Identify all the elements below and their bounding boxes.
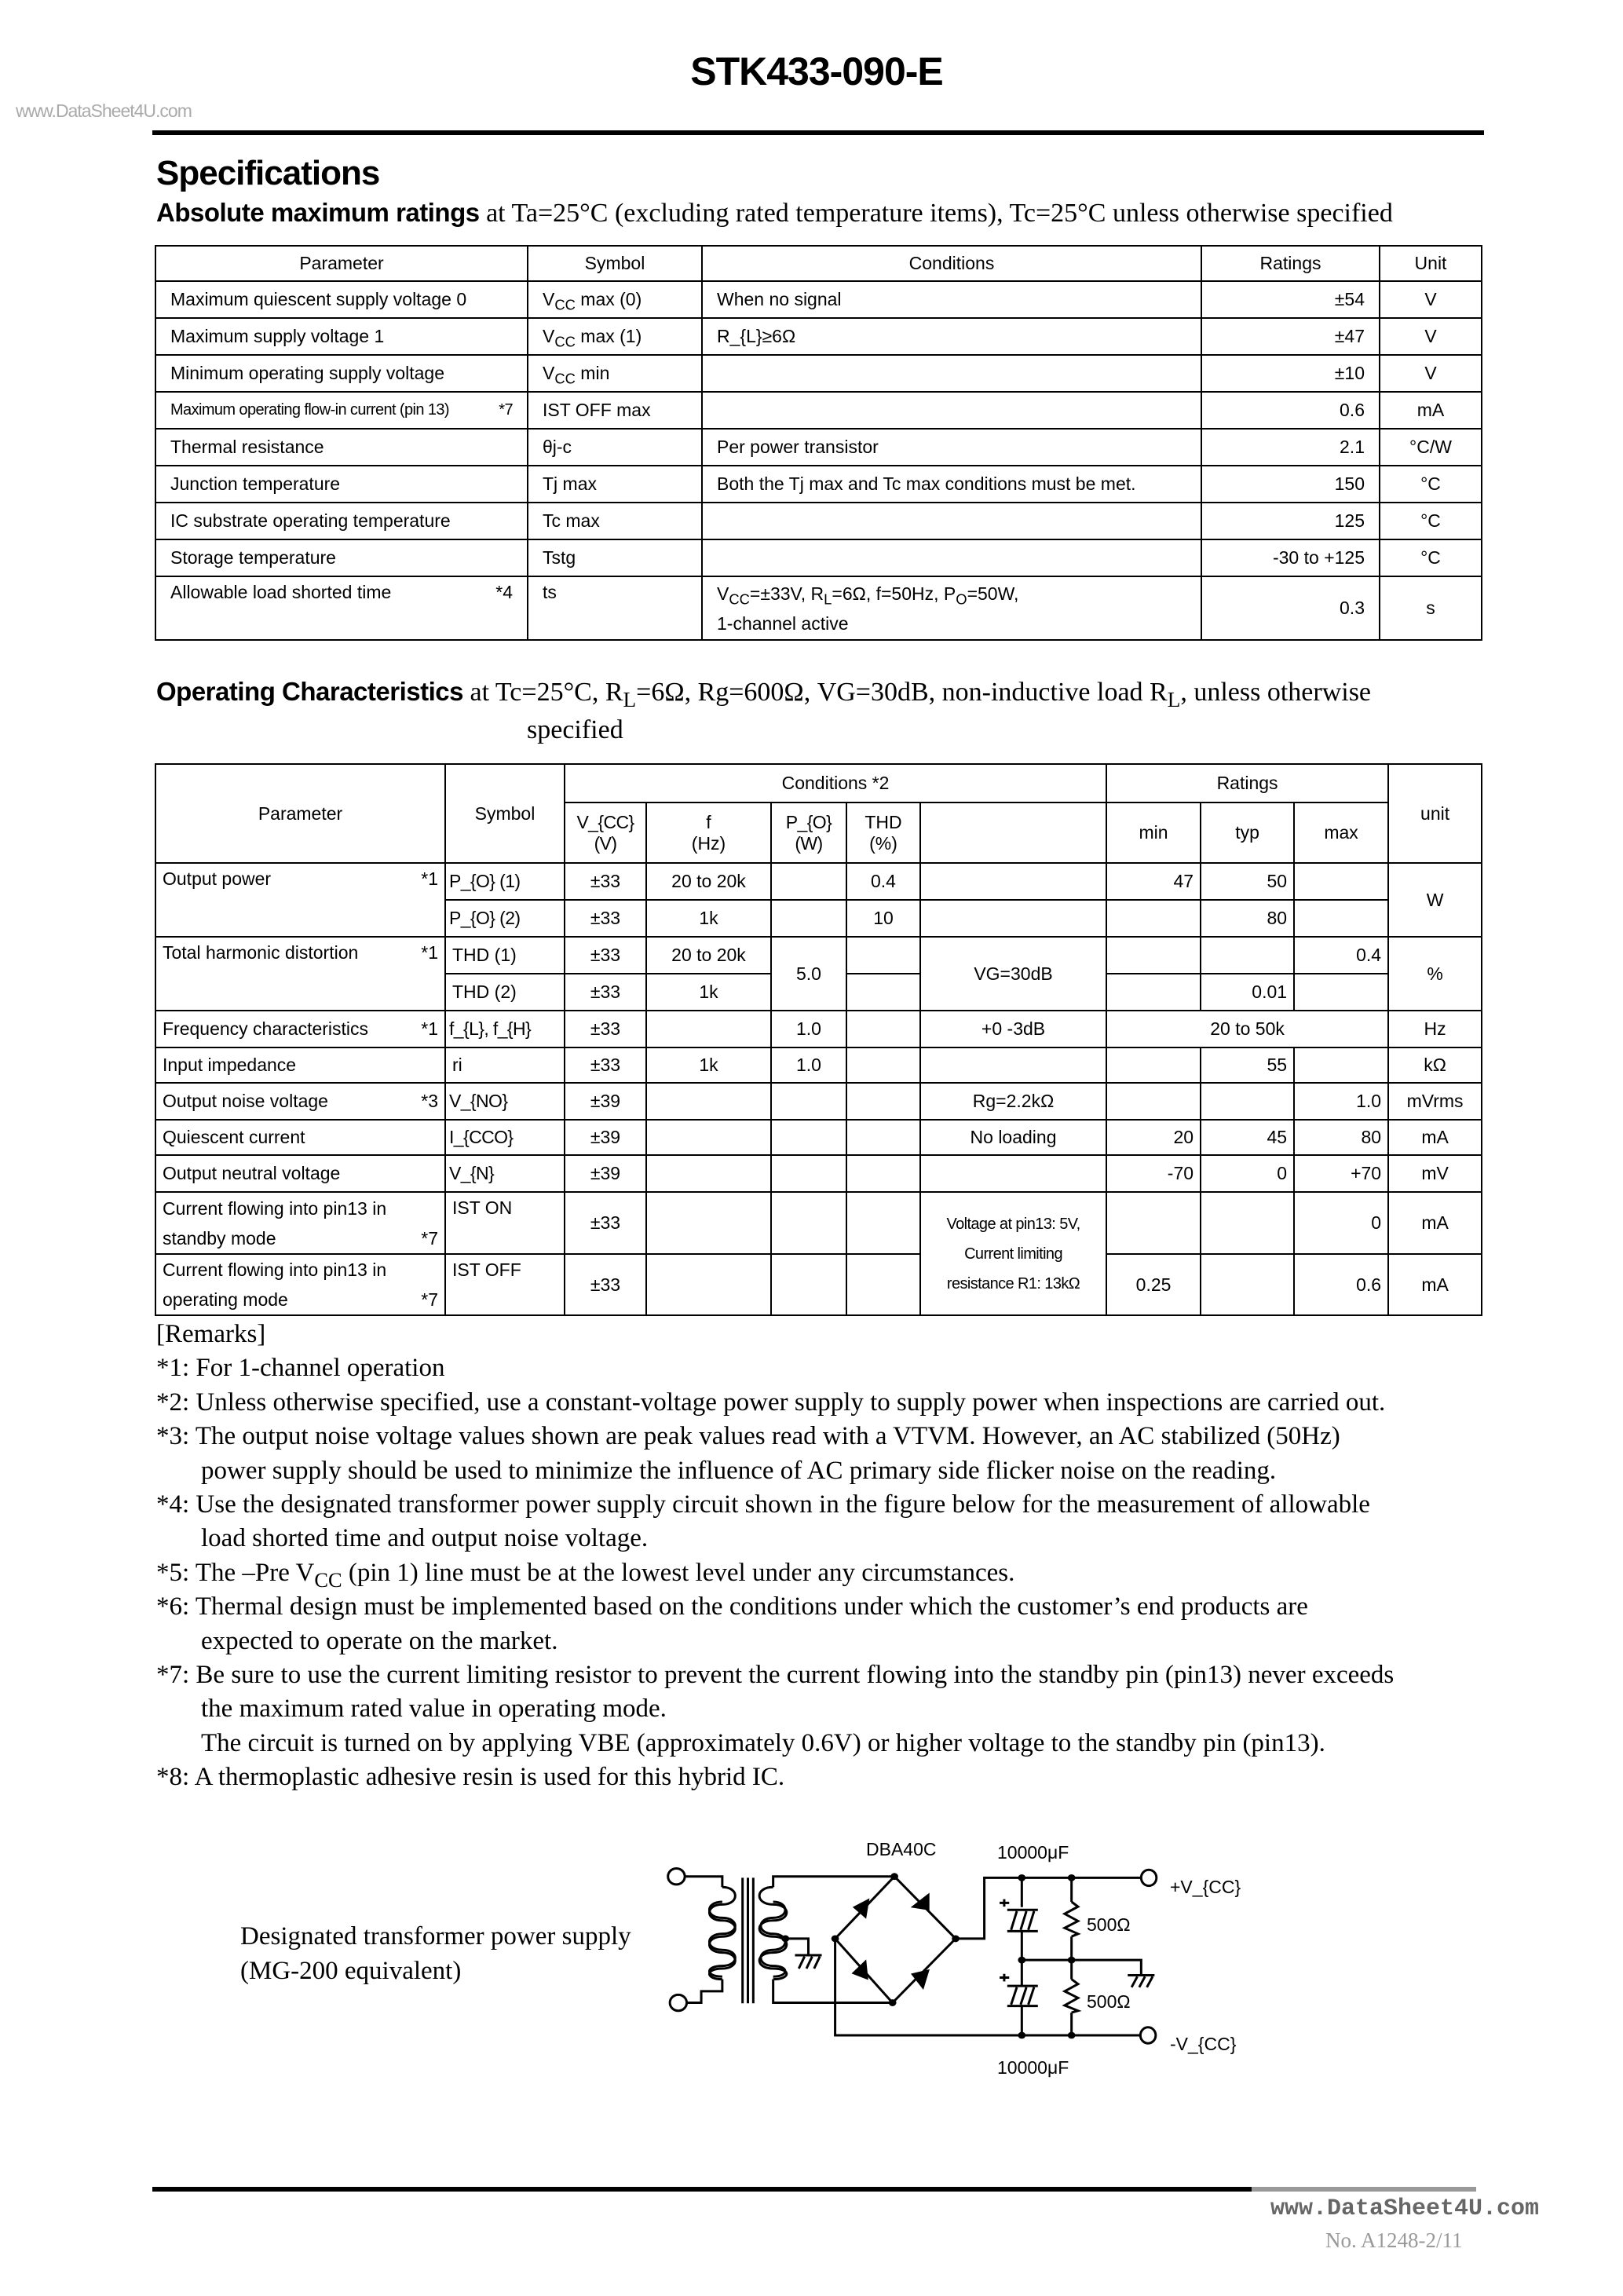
symbol-cell: I_{CCO}: [445, 1120, 565, 1155]
thd-cell: [846, 974, 920, 1011]
table-row: [155, 1192, 1482, 1254]
conditions-cell: $V_{CC}=\pm 33V$, $R_L=6\Omega$, f=50Hz, $P_O=50W$, 1-channel active: [702, 576, 1201, 640]
remarks: [156, 1318, 1394, 1795]
unit-cell: Hz: [1388, 1011, 1482, 1047]
table-row: [155, 863, 1482, 900]
f-cell: [646, 1155, 771, 1192]
conditions-cell: [702, 503, 1201, 539]
rating-cell: ±54: [1201, 281, 1380, 318]
figure-caption-sub: (MG-200 equivalent): [240, 1957, 462, 1985]
conditions-cell: When no signal: [702, 281, 1201, 318]
symbol-cell: V_{NO}: [445, 1083, 565, 1120]
unit-cell: °C/W: [1380, 429, 1482, 466]
table-row: [155, 937, 1482, 974]
diode-icons: [853, 1894, 929, 1989]
min-cell: 20: [1106, 1120, 1201, 1155]
symbol-cell: IST OFF max: [528, 392, 702, 429]
typ-cell: 0.01: [1201, 974, 1294, 1011]
f-cell: 1k: [646, 1047, 771, 1083]
remark-line: *6: Thermal design must be implemented based on the conditions under which the customer’s end products are: [156, 1592, 1308, 1621]
unit-cell: kΩ: [1388, 1047, 1482, 1083]
thd-cell: [846, 1192, 920, 1254]
table-row: [155, 1155, 1482, 1192]
cond-cell: +0 -3dB: [920, 1011, 1106, 1047]
max-cell: 0.4: [1294, 937, 1388, 974]
po-cell: [771, 1254, 846, 1315]
thd-cell: [846, 937, 920, 974]
unit-cell: s: [1380, 576, 1482, 640]
vcc-cell: ±39: [565, 1083, 646, 1120]
column-header: Conditions: [702, 246, 1201, 281]
f-cell: 1k: [646, 900, 771, 937]
column-header: Parameter: [155, 246, 528, 281]
table-row: [155, 466, 1482, 503]
typ-cell: [1201, 1192, 1294, 1254]
header-blank: [920, 803, 1106, 863]
max-cell: +70: [1294, 1155, 1388, 1192]
op-title: Operating Characteristics: [156, 677, 463, 706]
table-row: [155, 318, 1482, 355]
unit-cell: V: [1380, 318, 1482, 355]
symbol-cell: THD (1): [445, 937, 565, 974]
header-thd: THD (%): [846, 803, 920, 863]
symbol-cell: $V_{CC}$ min: [528, 355, 702, 392]
transformer-core: [743, 1877, 754, 2003]
thd-cell: [846, 1047, 920, 1083]
remark-line: *8: A thermoplastic adhesive resin is used for this hybrid IC.: [156, 1763, 785, 1792]
cond-cell: VG=30dB: [920, 937, 1106, 1011]
param-cell: IC substrate operating temperature: [155, 503, 528, 539]
unit-cell: °C: [1380, 503, 1482, 539]
max-cell: [1294, 974, 1388, 1011]
unit-cell: mV: [1388, 1155, 1482, 1192]
unit-cell: V: [1380, 355, 1482, 392]
primary-coil-icon: [709, 1887, 735, 1979]
min-cell: [1106, 900, 1201, 937]
thd-cell: [846, 1254, 920, 1315]
column-header: Unit: [1380, 246, 1482, 281]
symbol-cell: Tj max: [528, 466, 702, 503]
table-row: [155, 1083, 1482, 1120]
min-cell: [1106, 1083, 1201, 1120]
table-row: [155, 1120, 1482, 1155]
symbol-cell: Tstg: [528, 539, 702, 576]
typ-cell: [1201, 1254, 1294, 1315]
header-parameter: Parameter: [155, 764, 445, 863]
vcc-plus-label: +V_{CC}: [1170, 1877, 1241, 1897]
table-row: [155, 1011, 1482, 1047]
unit-cell: W: [1388, 863, 1482, 937]
unit-cell: mA: [1388, 1120, 1482, 1155]
abs-max-title: Absolute maximum ratings: [156, 198, 480, 227]
remark-line: power supply should be used to minimize the influence of AC primary side flicker noise on the reading.: [201, 1456, 1277, 1485]
symbol-cell: $V_{CC}$ max (1): [528, 318, 702, 355]
remark-line: [Remarks]: [156, 1320, 266, 1348]
param-cell: Total harmonic distortion *1: [155, 937, 445, 1011]
unit-cell: %: [1388, 937, 1482, 1011]
transformer-power-supply-schematic: [644, 1822, 1241, 2089]
cond-cell: [920, 1155, 1106, 1192]
conditions-cell: [702, 392, 1201, 429]
cond-cell: [920, 863, 1106, 900]
po-cell: [771, 863, 846, 900]
po-cell: [771, 1120, 846, 1155]
f-cell: 20 to 20k: [646, 863, 771, 900]
param-cell: Maximum quiescent supply voltage 0: [155, 281, 528, 318]
param-cell: Current flowing into pin13 in operating mode *7: [155, 1254, 445, 1315]
symbol-cell: V_{N}: [445, 1155, 565, 1192]
param-cell: Allowable load shorted time *4: [155, 576, 528, 640]
max-cell: 0: [1294, 1192, 1388, 1254]
conditions-cell: R_{L}≥6Ω: [702, 318, 1201, 355]
header-typ: typ: [1201, 803, 1294, 863]
rating-cell: 0.6: [1201, 392, 1380, 429]
cond-cell: No loading: [920, 1120, 1106, 1155]
min-cell: 47: [1106, 863, 1201, 900]
symbol-cell: $V_{CC}$ max (0): [528, 281, 702, 318]
thd-cell: 0.4: [846, 863, 920, 900]
unit-cell: mA: [1388, 1192, 1482, 1254]
symbol-cell: ri: [445, 1047, 565, 1083]
remark-line: *2: Unless otherwise specified, use a constant-voltage power supply to supply power when inspections are carried out.: [156, 1387, 1386, 1417]
abs-max-table: [155, 245, 1482, 641]
unit-cell: °C: [1380, 539, 1482, 576]
table-row: [155, 281, 1482, 318]
symbol-cell: ts: [528, 576, 702, 640]
header-f: f (Hz): [646, 803, 771, 863]
po-cell: 5.0: [771, 937, 846, 1011]
remark-line: *5: The –Pre $V_{CC}$ (pin 1) line must be at the lowest level under any circumstances.: [156, 1558, 1015, 1592]
po-cell: [771, 1155, 846, 1192]
ground-icon: [1128, 1976, 1154, 1987]
header-vcc: V_{CC} (V): [565, 803, 646, 863]
operating-characteristics-table: [155, 763, 1482, 1316]
param-cell: Junction temperature: [155, 466, 528, 503]
abs-max-condition: at Ta=25°C (excluding rated temperature items), Tc=25°C unless otherwise specified: [479, 199, 1393, 228]
output-terminals: [1140, 1870, 1156, 2043]
param-cell: Maximum operating flow-in current (pin 13) *7: [155, 392, 528, 429]
vcc-cell: ±39: [565, 1120, 646, 1155]
thd-cell: [846, 1011, 920, 1047]
cond-cell: Rg=2.2kΩ: [920, 1083, 1106, 1120]
rating-cell: 150: [1201, 466, 1380, 503]
cond-cell: [920, 1047, 1106, 1083]
remark-line: the maximum rated value in operating mode.: [201, 1695, 667, 1724]
rating-cell: 20 to 50k: [1106, 1011, 1388, 1047]
op-condition: at Tc=25°C, $R_L=6\Omega$, Rg=600Ω, VG=30dB, non-inductive load $R_L$, unless otherwise: [462, 678, 1372, 712]
abs-max-heading: [156, 198, 1393, 229]
resistor-bottom-label: 500Ω: [1087, 1991, 1131, 2012]
f-cell: 1k: [646, 974, 771, 1011]
vcc-cell: ±33: [565, 1192, 646, 1254]
vcc-cell: ±33: [565, 863, 646, 900]
min-cell: [1106, 1192, 1201, 1254]
symbol-cell: P_{O} (1): [445, 863, 565, 900]
table-row: [155, 429, 1482, 466]
param-cell: Quiescent current: [155, 1120, 445, 1155]
thd-cell: [846, 1120, 920, 1155]
symbol-cell: IST ON: [445, 1192, 565, 1254]
title-rule: [152, 130, 1484, 135]
f-cell: [646, 1083, 771, 1120]
rating-cell: -30 to +125: [1201, 539, 1380, 576]
rating-cell: 2.1: [1201, 429, 1380, 466]
symbol-cell: THD (2): [445, 974, 565, 1011]
header-symbol: Symbol: [445, 764, 565, 863]
max-cell: [1294, 900, 1388, 937]
op-condition-cont: specified: [527, 715, 623, 744]
po-cell: [771, 1192, 846, 1254]
watermark: www.DataSheet4U.com: [16, 101, 192, 121]
po-cell: 1.0: [771, 1047, 846, 1083]
secondary-coil-icon: [759, 1887, 787, 1979]
min-cell: 0.25: [1106, 1254, 1201, 1315]
symbol-cell: f_{L}, f_{H}: [445, 1011, 565, 1047]
f-cell: [646, 1254, 771, 1315]
header-conditions: Conditions *2: [565, 764, 1106, 803]
table-row: [155, 539, 1482, 576]
table-row: [155, 392, 1482, 429]
typ-cell: 50: [1201, 863, 1294, 900]
vcc-cell: ±33: [565, 1011, 646, 1047]
header-unit: unit: [1388, 764, 1482, 863]
vcc-cell: ±39: [565, 1155, 646, 1192]
remark-line: expected to operate on the market.: [201, 1626, 558, 1655]
vcc-cell: ±33: [565, 900, 646, 937]
po-cell: [771, 900, 846, 937]
header-min: min: [1106, 803, 1201, 863]
max-cell: 1.0: [1294, 1083, 1388, 1120]
footer-watermark: www.DataSheet4U.com: [1270, 2195, 1540, 2222]
unit-cell: V: [1380, 281, 1482, 318]
vcc-cell: ±33: [565, 974, 646, 1011]
document-title: STK433-090-E: [690, 49, 943, 93]
ground-icon: [795, 1955, 821, 1969]
symbol-cell: Tc max: [528, 503, 702, 539]
unit-cell: °C: [1380, 466, 1482, 503]
f-cell: [646, 1011, 771, 1047]
table-row: [155, 355, 1482, 392]
param-cell: Minimum operating supply voltage: [155, 355, 528, 392]
typ-cell: 80: [1201, 900, 1294, 937]
vcc-cell: ±33: [565, 1047, 646, 1083]
rating-cell: ±10: [1201, 355, 1380, 392]
remark-line: *3: The output noise voltage values shown are peak values read with a VTVM. However, an AC stabilized (50Hz): [156, 1422, 1340, 1451]
conditions-cell: Both the Tj max and Tc max conditions must be met.: [702, 466, 1201, 503]
column-header: Symbol: [528, 246, 702, 281]
conditions-cell: [702, 539, 1201, 576]
bridge-label: DBA40C: [866, 1839, 937, 1859]
header-ratings: Ratings: [1106, 764, 1388, 803]
symbol-cell: IST OFF: [445, 1254, 565, 1315]
vcc-cell: ±33: [565, 1254, 646, 1315]
capacitor-top-label: 10000μF: [997, 1842, 1069, 1863]
capacitor-bottom-label: 10000μF: [997, 2057, 1069, 2078]
vcc-minus-label: -V_{CC}: [1170, 2034, 1237, 2054]
f-cell: [646, 1120, 771, 1155]
input-terminals: [668, 1869, 687, 2011]
po-cell: [771, 1083, 846, 1120]
thd-cell: 10: [846, 900, 920, 937]
table-row: [155, 576, 1482, 640]
page-number: No. A1248-2/11: [1325, 2228, 1463, 2252]
param-cell: Output noise voltage *3: [155, 1083, 445, 1120]
rating-cell: 0.3: [1201, 576, 1380, 640]
min-cell: [1106, 974, 1201, 1011]
footer-rule: [152, 2187, 1252, 2192]
typ-cell: [1201, 937, 1294, 974]
min-cell: [1106, 1047, 1201, 1083]
vcc-cell: ±33: [565, 937, 646, 974]
unit-cell: mVrms: [1388, 1083, 1482, 1120]
f-cell: [646, 1192, 771, 1254]
footer-rule-grey: [1252, 2187, 1476, 2192]
param-cell: Output neutral voltage: [155, 1155, 445, 1192]
header-max: max: [1294, 803, 1388, 863]
capacitor-icons: [1000, 1899, 1038, 2006]
rating-cell: 125: [1201, 503, 1380, 539]
max-cell: 0.6: [1294, 1254, 1388, 1315]
cond-cell: Voltage at pin13: 5V, Current limiting resistance R1: 13kΩ: [920, 1192, 1106, 1315]
table-header: [155, 246, 1482, 281]
param-cell: Frequency characteristics *1: [155, 1011, 445, 1047]
column-header: Ratings: [1201, 246, 1380, 281]
param-cell: Thermal resistance: [155, 429, 528, 466]
remark-line: The circuit is turned on by applying VBE (approximately 0.6V) or higher voltage to the standby pin (pin13).: [201, 1728, 1325, 1757]
f-cell: 20 to 20k: [646, 937, 771, 974]
figure-caption: Designated transformer power supply: [240, 1922, 631, 1951]
table-row: [155, 1047, 1482, 1083]
typ-cell: [1201, 1083, 1294, 1120]
min-cell: [1106, 937, 1201, 974]
param-cell: Output power *1: [155, 863, 445, 937]
remark-line: *1: For 1-channel operation: [156, 1354, 445, 1383]
cond-cell: [920, 900, 1106, 937]
po-cell: 1.0: [771, 1011, 846, 1047]
max-cell: [1294, 863, 1388, 900]
max-cell: 80: [1294, 1120, 1388, 1155]
conditions-cell: [702, 355, 1201, 392]
remark-line: *4: Use the designated transformer power supply circuit shown in the figure below for the measurement of allowable: [156, 1490, 1370, 1519]
symbol-cell: θj-c: [528, 429, 702, 466]
table-row: [155, 1254, 1482, 1315]
typ-cell: 0: [1201, 1155, 1294, 1192]
op-heading: [156, 677, 1372, 712]
symbol-cell: P_{O} (2): [445, 900, 565, 937]
resistor-top-label: 500Ω: [1087, 1914, 1131, 1935]
conditions-cell: Per power transistor: [702, 429, 1201, 466]
thd-cell: [846, 1155, 920, 1192]
min-cell: -70: [1106, 1155, 1201, 1192]
table-row: [155, 503, 1482, 539]
remark-line: *7: Be sure to use the current limiting resistor to prevent the current flowing into the standby pin (pin13) never exceeds: [156, 1661, 1395, 1690]
param-cell: Current flowing into pin13 in standby mode *7: [155, 1192, 445, 1254]
typ-cell: 45: [1201, 1120, 1294, 1155]
unit-cell: mA: [1380, 392, 1482, 429]
thd-cell: [846, 1083, 920, 1120]
header-po: P_{O} (W): [771, 803, 846, 863]
typ-cell: 55: [1201, 1047, 1294, 1083]
max-cell: [1294, 1047, 1388, 1083]
param-cell: Storage temperature: [155, 539, 528, 576]
rating-cell: ±47: [1201, 318, 1380, 355]
param-cell: Input impedance: [155, 1047, 445, 1083]
section-title: Specifications: [156, 154, 380, 192]
remark-line: load shorted time and output noise voltage.: [201, 1524, 649, 1553]
param-cell: Maximum supply voltage 1: [155, 318, 528, 355]
unit-cell: mA: [1388, 1254, 1482, 1315]
